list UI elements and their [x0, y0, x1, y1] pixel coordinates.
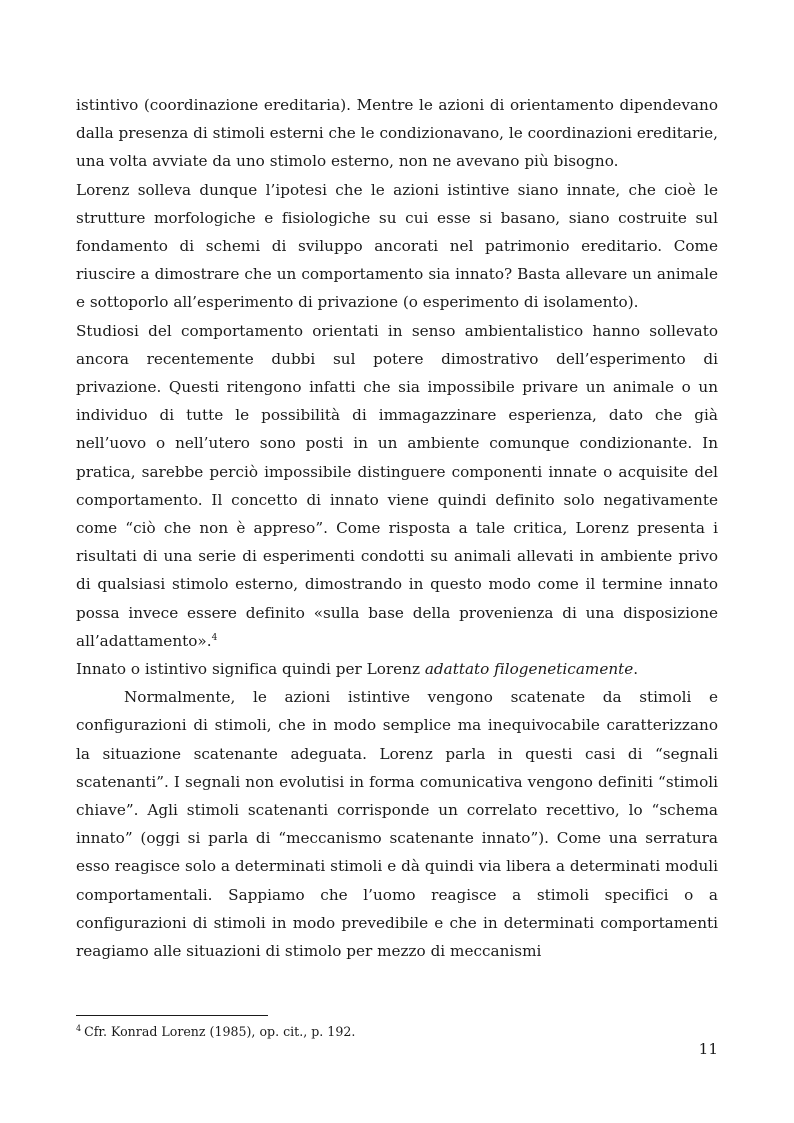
- paragraph-3: [76, 683, 718, 965]
- paragraph-2-text-a: Lorenz solleva dunque l’ipotesi che le azioni istintive siano innate, che cioè le strutture morfologiche e fisiologiche su cui esse si basano, siano costruite sul fondamento di schemi di sviluppo ancorati nel patrimonio ereditario. Come riuscire a dimostrare che un comportamento sia innato? Basta allevare un animale e sottoporlo all’esperimento di privazione (o esperimento di isolamento).: [76, 180, 718, 312]
- paragraph-1: [76, 91, 718, 176]
- page-number: 11: [698, 1040, 718, 1058]
- paragraph-3-text: Normalmente, le azioni istintive vengono scatenate da stimoli e configurazioni di stimoli, che in modo semplice ma inequivocabile caratterizzano la situazione scatenante adeguata. Lorenz parla in questi casi di “segnali scatenanti”. I segnali non evolutisi in forma comunicativa vengono definiti “stimoli chiave”. Agli stimoli scatenanti corrisponde un correlato recettivo, lo “schema innato” (oggi si parla di “meccanismo scatenante innato”). Come una serratura esso reagisce solo a determinati stimoli e dà quindi via libera a determinati moduli comportamentali. Sappiamo che l’uomo reagisce a stimoli specifici o a configurazioni di stimoli in modo prevedibile e che in determinati comportamenti reagiamo alle situazioni di stimolo per mezzo di meccanismi: [76, 688, 718, 961]
- paragraph-2-text-c: Innato o istintivo significa quindi per Lorenz: [76, 660, 425, 679]
- paragraph-2: [76, 176, 718, 684]
- footnote-reference[interactable]: 4: [211, 632, 218, 643]
- footnote: [76, 1024, 718, 1040]
- paragraph-1-text: istintivo (coordinazione ereditaria). Mentre le azioni di orientamento dipendevano dalla presenza di stimoli esterni che le condizionavano, le coordinazioni ereditarie, una volta avviate da uno stimolo esterno, non ne avevano più bisogno.: [76, 96, 718, 171]
- footnote-text: Cfr. Konrad Lorenz (1985), op. cit., p. 192.: [84, 1024, 356, 1039]
- page-body: [76, 91, 718, 965]
- emphasis-text: adattato filogeneticamente: [424, 660, 634, 679]
- footnote-number: 4: [76, 1023, 82, 1033]
- footnote-separator: [76, 1015, 268, 1016]
- paragraph-2-text-d: .: [633, 660, 639, 679]
- paragraph-2-text-b: Studiosi del comportamento orientati in senso ambientalistico hanno sollevato ancora recentemente dubbi sul potere dimostrativo dell’esperimento di privazione. Questi ritengono infatti che sia impossibile privare un animale o un individuo di tutte le possibilità di immagazzinare esperienza, dato che già nell’uovo o nell’utero sono posti in un ambiente comunque condizionante. In pratica, sarebbe perciò impossibile distinguere componenti innate o acquisite del comportamento. Il concetto di innato viene quindi definito solo negativamente come “ciò che non è appreso”. Come risposta a tale critica, Lorenz presenta i risultati di una serie di esperimenti condotti su animali allevati in ambiente privo di qualsiasi stimolo esterno, dimostrando in questo modo come il termine innato possa invece essere definito «sulla base della provenienza di una disposizione all’adattamento».: [76, 321, 718, 650]
